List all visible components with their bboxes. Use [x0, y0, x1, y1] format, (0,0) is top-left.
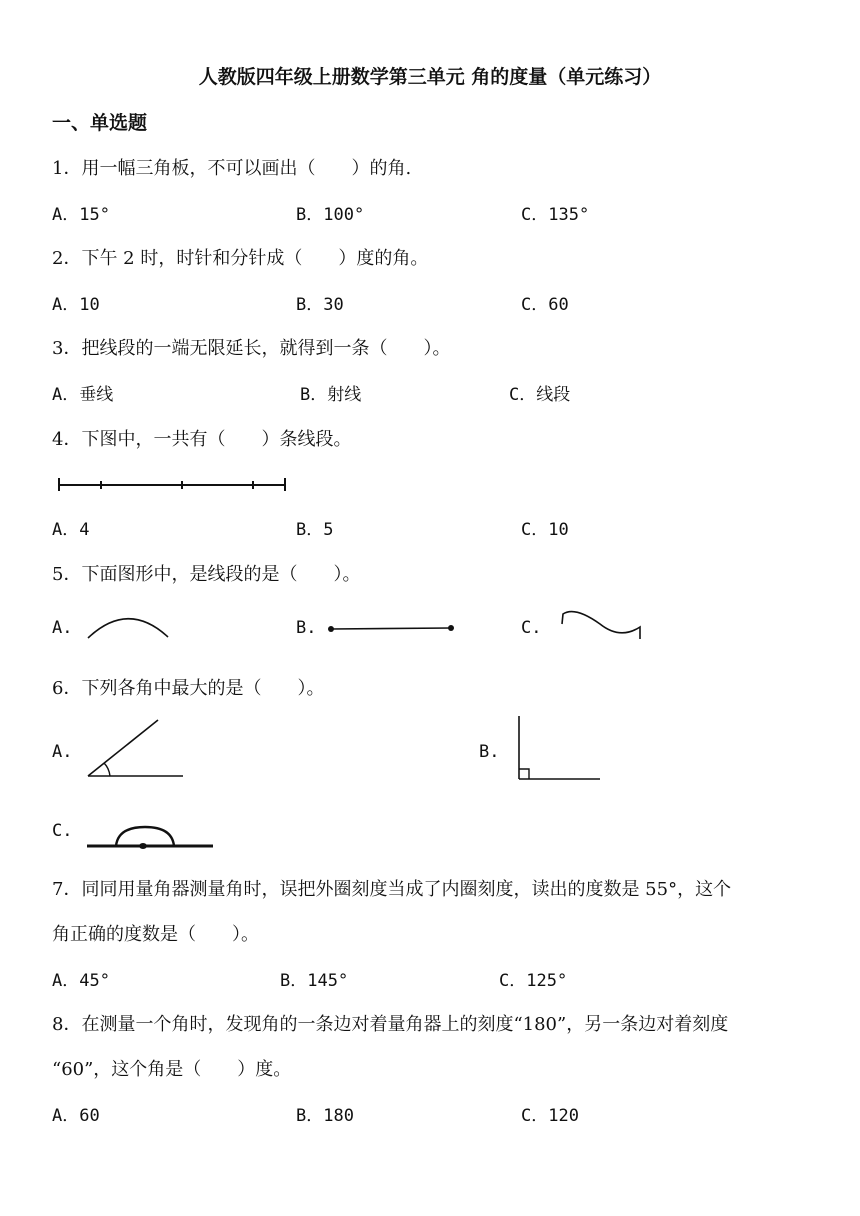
q8-option-a: A．60 [52, 1106, 100, 1126]
question-6-text: 6．下列各角中最大的是（ ）。 [52, 678, 325, 699]
q6-option-a: A. [52, 742, 73, 762]
q5-option-a: A. [52, 618, 73, 638]
question-3-text: 3．把线段的一端无限延长，就得到一条（ ）。 [52, 338, 451, 359]
q4-option-b: B．5 [296, 520, 334, 540]
q1-option-a: A．15° [52, 205, 110, 225]
page-title: 人教版四年级上册数学第三单元 角的度量（单元练习） [198, 66, 662, 88]
q3-option-c: C．线段 [509, 385, 571, 405]
question-7-text-line1: 7．同同用量角器测量角时，误把外圈刻度当成了内圈刻度，读出的度数是 55°，这个 [52, 879, 732, 900]
question-4-text: 4．下图中，一共有（ ）条线段。 [52, 429, 352, 450]
question-7-text-line2: 角正确的度数是（ ）。 [52, 924, 259, 945]
q3-option-a: A．垂线 [52, 385, 114, 405]
acute-angle-figure [88, 720, 183, 776]
q2-option-b: B．30 [296, 295, 344, 315]
q7-option-c: C．125° [499, 971, 568, 991]
section-heading: 一、单选题 [52, 112, 148, 134]
q1-option-b: B．100° [296, 205, 365, 225]
question-5-text: 5．下面图形中，是线段的是（ ）。 [52, 564, 361, 585]
q5-option-b: B. [296, 618, 317, 638]
straight-angle-figure [87, 827, 213, 849]
question-2-text: 2．下午 2 时，时针和分针成（ ）度的角。 [52, 248, 429, 269]
q6-option-c: C. [52, 821, 73, 841]
q5-option-c: C. [521, 618, 542, 638]
q8-option-b: B．180 [296, 1106, 354, 1126]
q7-option-b: B．145° [280, 971, 349, 991]
q1-option-c: C．135° [521, 205, 590, 225]
q6-option-b: B. [479, 742, 500, 762]
q7-option-a: A．45° [52, 971, 110, 991]
q8-option-c: C．120 [521, 1106, 579, 1126]
question-1-text: 1．用一幅三角板，不可以画出（ ）的角. [52, 158, 412, 179]
q2-option-a: A．10 [52, 295, 100, 315]
question-8-text-line2: “60”，这个角是（ ）度。 [52, 1059, 292, 1080]
q2-option-c: C．60 [521, 295, 569, 315]
q4-option-c: C．10 [521, 520, 569, 540]
q4-option-a: A．4 [52, 520, 90, 540]
question-8-text-line1: 8．在测量一个角时，发现角的一条边对着量角器上的刻度“180”，另一条边对着刻度 [52, 1014, 729, 1035]
q3-option-b: B．射线 [300, 385, 362, 405]
right-angle-figure [519, 716, 600, 779]
